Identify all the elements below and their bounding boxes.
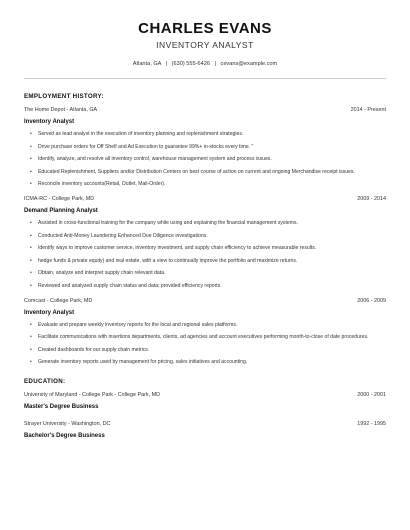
bullet-item [30,169,386,176]
bullet-item [30,144,386,151]
bullet-icon: • [30,131,32,137]
job-dates: 2014 - Present [350,107,386,113]
bullet-item [30,283,386,290]
bullet-text: Generate inventory reports used by management for pricing, sales initiatives and accounting. [38,359,248,365]
contact-location: Atlanta, GA [132,61,162,67]
bullet-text: Obtain, analyze and interpret supply chain relevant data. [38,270,166,276]
employment-heading: EMPLOYMENT HISTORY: [24,93,104,100]
job-header [24,107,386,114]
school-name: University of Maryland - College Park - College Park, MD [24,392,161,398]
bullet-icon: • [30,270,32,276]
bullet-item [30,131,386,138]
bullet-icon: • [30,282,32,289]
education-header [24,421,386,428]
job-role: Inventory Analyst [24,309,75,316]
bullet-text: Reviewed and analyzed supply chain status and data; provided efficiency reports. [38,282,222,289]
job-entry [24,298,386,367]
degree: Bachelor's Degree Business [24,433,105,439]
candidate-title: INVENTORY ANALYST [156,40,254,50]
job-role: Demand Planning Analyst [24,208,98,214]
education-header [24,392,386,399]
education-list [24,392,386,440]
job-bullets [24,131,386,188]
bullet-text: Identify ways to improve customer service, inventory investment, and supply chain efficiency to achieve measurable results. [38,245,317,251]
job-dates: 2006 - 2009 [357,297,386,304]
job-header [24,298,386,305]
header-divider [24,78,386,79]
bullet-icon: • [30,143,32,150]
bullet-text: Educated Replenishment, Suppliers and/or Distribution Centers on best course of action on current and ongoing Merchandise receipt issues. [38,168,355,175]
candidate-name: CHARLES EVANS [138,20,272,37]
bullet-icon: • [30,334,32,340]
bullet-text: hedge funds & private equity) and real estate, with a view to continually improve the portfolio and maximize returns. [38,257,298,264]
bullet-text: Facilitate communications with insertions departments, clients, ad agencies and account executives performing month-to-close of date procedures. [38,334,369,340]
contact-email[interactable]: cevans@example.com [220,61,278,67]
bullet-icon: • [30,245,32,251]
bullet-item [30,258,386,265]
job-role: Inventory Analyst [24,119,75,125]
contact-separator: | [165,61,168,67]
job-employer: ICMA-RC - College Park, MD [24,196,95,202]
job-entry [24,107,386,188]
job-dates: 2009 - 2014 [357,196,386,202]
job-employer: Comcast - College Park, MD [24,297,93,304]
job-bullets [24,220,386,290]
bullet-text: Served as lead analyst in the execution of inventory planning and replenishment strategies. [38,131,244,137]
bullet-icon: • [30,257,32,264]
bullet-icon: • [30,156,32,162]
bullet-text: Identify, analyze, and resolve all inventory control, warehouse management system and process issues. [38,156,272,162]
bullet-icon: • [30,359,32,365]
education-dates: 2000 - 2001 [357,392,386,398]
bullet-item [30,334,386,341]
job-entry [24,196,386,290]
bullet-text: Reconcile inventory accounts(Retail, Outlet, Mail-Order). [38,181,166,187]
job-bullets [24,322,386,367]
bullet-text: Drive purchase orders for Off Shelf and Ad Execution to guarantee 99%+ in-stocks every time. " [38,143,254,150]
bullet-text: Evaluate and prepare weekly inventory reports for the local and regional sales platforms. [38,321,238,328]
bullet-item [30,322,386,329]
contact-phone: (630) 555-6426 [171,61,210,67]
bullet-item [30,181,386,188]
degree: Master's Degree Business [24,404,99,410]
employment-list [24,107,386,366]
education-dates: 1992 - 1995 [357,421,386,427]
bullet-icon: • [30,232,32,239]
bullet-text: Conducted Anti-Money Laundering Enhanced Due Diligence investigations. [38,232,208,239]
bullet-icon: • [30,220,32,226]
bullet-item [30,270,386,277]
job-header [24,196,386,203]
bullet-item [30,359,386,366]
bullet-text: Created dashboards for our supply chain metrics. [38,346,150,353]
contact-line [24,60,386,68]
bullet-text: Assisted in cross-functional training for the company while using and explaining the financial management systems. [38,220,298,226]
bullet-item [30,220,386,227]
bullet-item [30,245,386,252]
bullet-icon: • [30,181,32,187]
bullet-item [30,156,386,163]
job-employer: The Home Depot - Atlanta, GA [24,107,98,113]
contact-separator: | [214,61,216,67]
education-entry [24,421,386,440]
education-heading: EDUCATION: [24,378,66,385]
school-name: Strayer University - Washington, DC [24,421,111,427]
bullet-icon: • [30,168,32,175]
bullet-item [30,233,386,240]
bullet-icon: • [30,321,32,328]
bullet-item [30,347,386,354]
bullet-icon: • [30,346,32,353]
education-entry [24,392,386,411]
